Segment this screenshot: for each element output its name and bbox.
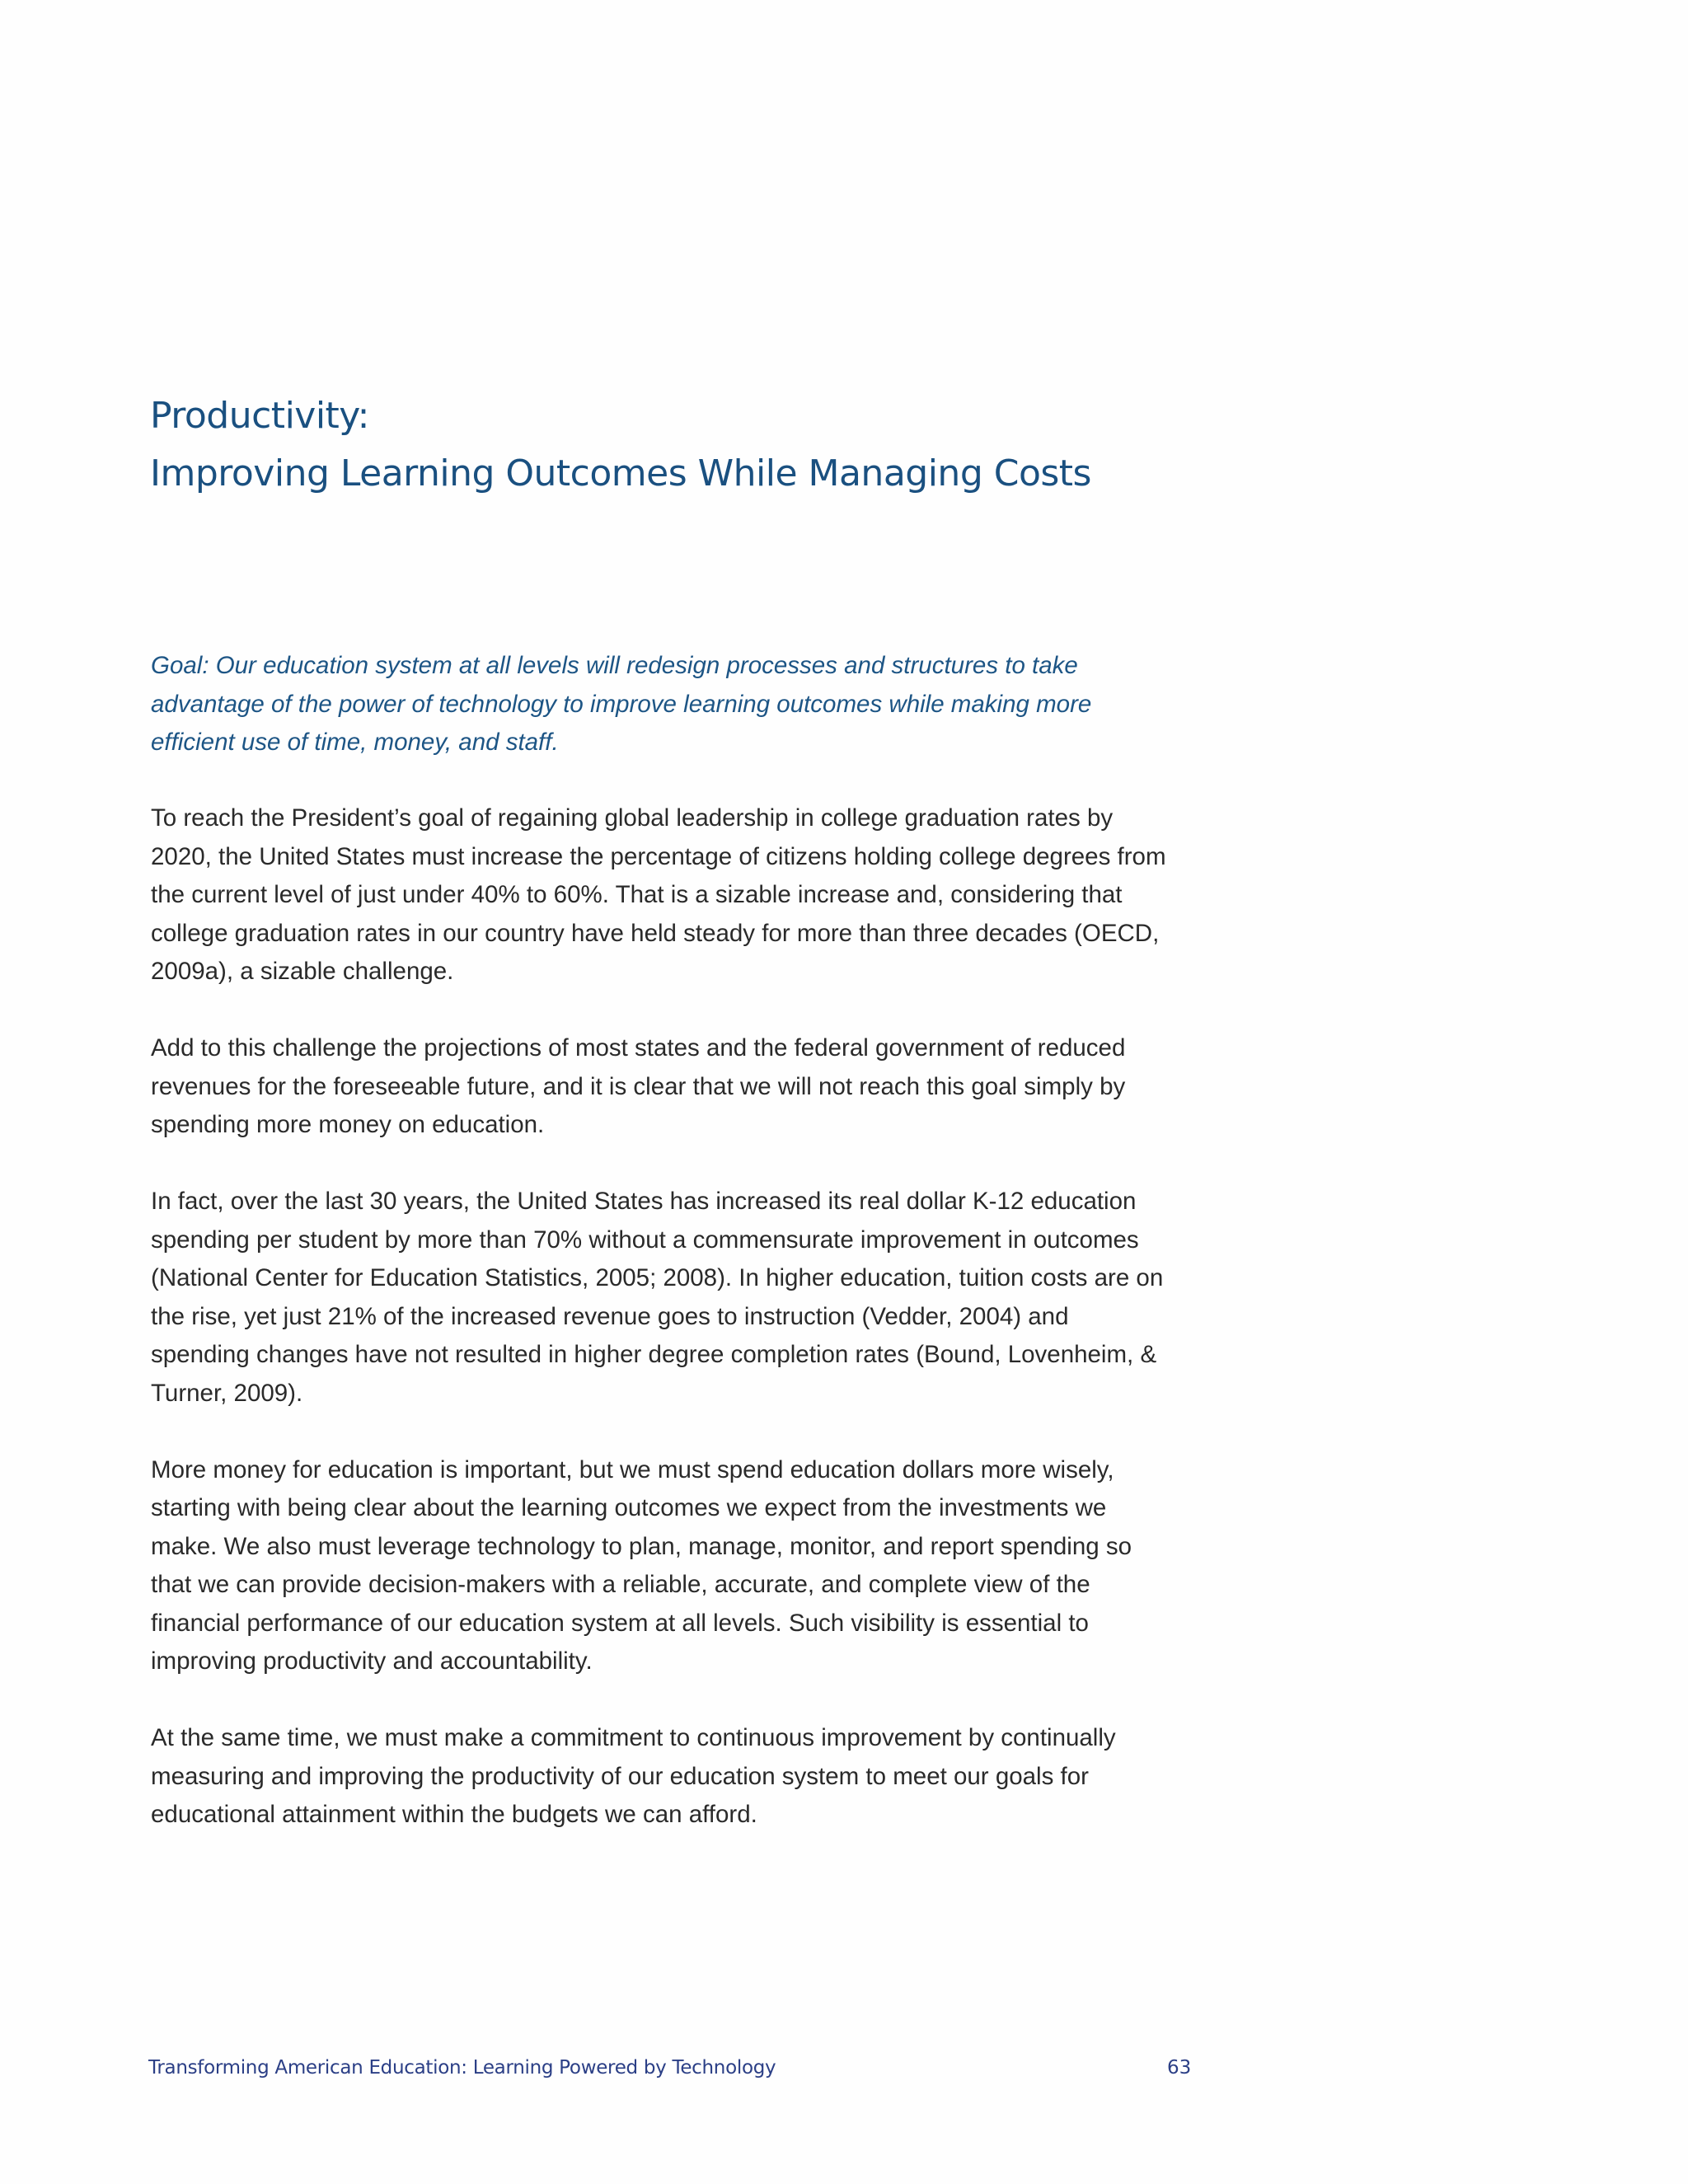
goal-statement: Goal: Our education system at all levels will redesign processes and structures to take advantage of the power of technology to improve learning outcomes while making more efficient use of time, money, and staff. bbox=[151, 652, 1092, 756]
page-number: 63 bbox=[1167, 2057, 1192, 2079]
body-paragraph-3: In fact, over the last 30 years, the United States has increased its real dollar K-12 education spending per student by more than 70% without a commensurate improvement in outcomes (National Center for Education Statistics, 2005; 2008). In higher education, tuition costs are on the rise, yet just 21% of the increased revenue goes to instruction (Vedder, 2004) and spending changes have not resulted in higher degree completion rates (Bound, Lovenheim, & Turner, 2009). bbox=[151, 1188, 1164, 1407]
footer-title: Transforming American Education: Learning Powered by Technology bbox=[148, 2057, 776, 2079]
body-paragraph-5: At the same time, we must make a commitment to continuous improvement by continually measuring and improving the productivity of our education system to meet our goals for educational attainment within the budgets we can afford. bbox=[151, 1724, 1116, 1828]
body-text bbox=[151, 799, 1173, 1872]
body-paragraph-2: Add to this challenge the projections of most states and the federal government of reduced revenues for the foreseeable future, and it is clear that we will not reach this goal simply by spending more money on education. bbox=[151, 1034, 1126, 1138]
body-paragraph-1: To reach the President’s goal of regaining global leadership in college graduation rates by 2020, the United States must increase the percentage of citizens holding college degrees from the current level of just under 40% to 60%. That is a sizable increase and, considering that college graduation rates in our country have held steady for more than three decades (OECD, 2009a), a sizable challenge. bbox=[151, 804, 1166, 985]
page-title-line-2: Improving Learning Outcomes While Managing Costs bbox=[150, 452, 1091, 494]
body-paragraph-4: More money for education is important, but we must spend education dollars more wisely, starting with being clear about the learning outcomes we expect from the investments we make. We also must leverage technology to plan, manage, monitor, and report spending so that we can provide decision-makers with a reliable, accurate, and complete view of the financial performance of our education system at all levels. Such visibility is essential to improving productivity and accountability. bbox=[151, 1455, 1132, 1675]
page-title bbox=[150, 387, 1221, 503]
page-title-line-1: Productivity: bbox=[150, 395, 369, 437]
